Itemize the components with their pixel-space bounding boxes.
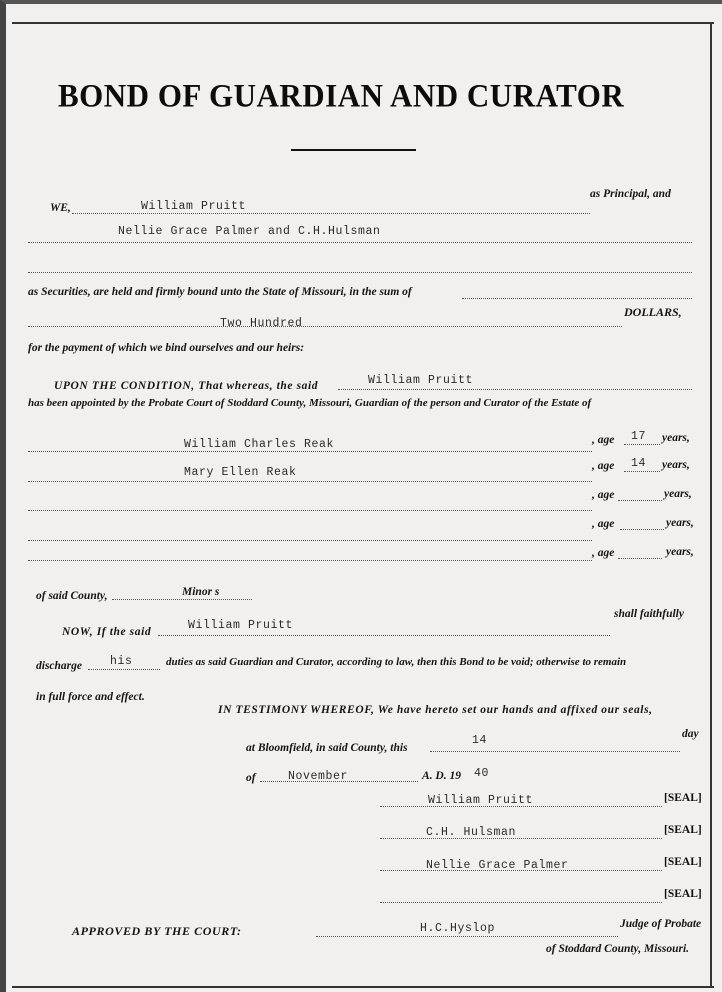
- age-label: , age: [592, 547, 615, 559]
- signature-line: [380, 838, 662, 839]
- of-label: of: [246, 772, 256, 784]
- minor-age: 14: [631, 457, 647, 470]
- we-label: WE,: [50, 202, 71, 214]
- county-court: of Stoddard County, Missouri.: [546, 943, 690, 955]
- age-label: , age: [592, 434, 615, 446]
- seal-label: [SEAL]: [664, 824, 702, 836]
- seal-label: [SEAL]: [664, 856, 702, 868]
- discharge-label: discharge: [36, 660, 82, 672]
- day-number: 14: [472, 734, 488, 747]
- signature-line: [380, 902, 662, 903]
- appointed-clause: has been appointed by the Probate Court of Stoddard County, Missouri, Guardian of the person and Curator of the Estate of: [28, 397, 592, 409]
- pronoun: his: [110, 655, 133, 668]
- age-line: [624, 444, 660, 445]
- minor-name-line: [28, 481, 592, 482]
- age-label: , age: [592, 460, 615, 472]
- years-label: years,: [666, 517, 694, 529]
- signature-name: William Pruitt: [428, 794, 534, 807]
- securities-line-1: [28, 242, 692, 243]
- judge-name: H.C.Hyslop: [420, 922, 496, 935]
- frame-bottom-border: [12, 986, 714, 988]
- now-name: William Pruitt: [188, 619, 294, 632]
- age-line: [624, 471, 660, 472]
- payment-clause: for the payment of which we bind ourselves and our heirs:: [28, 342, 305, 354]
- month: November: [288, 770, 349, 783]
- bloomfield-label: at Bloomfield, in said County, this: [246, 742, 408, 754]
- sum-line-2: [28, 326, 622, 327]
- dollars-label: DOLLARS,: [624, 305, 682, 319]
- as-principal-label: as Principal, and: [590, 188, 671, 200]
- faithfully-label: shall faithfully: [614, 608, 684, 620]
- pronoun-line: [88, 669, 160, 670]
- document-title: BOND OF GUARDIAN AND CURATOR: [58, 77, 625, 114]
- day-line: [430, 751, 680, 752]
- age-line: [620, 529, 664, 530]
- frame-right-border: [710, 22, 712, 988]
- securities-line-2: [28, 272, 692, 273]
- years-label: years,: [666, 546, 694, 558]
- ad-label: A. D. 19: [422, 770, 461, 782]
- minors-label: Minor s: [182, 586, 220, 598]
- minor-name: Mary Ellen Reak: [184, 466, 297, 479]
- sum-amount: Two Hundred: [220, 317, 303, 330]
- minor-age: 17: [631, 430, 647, 443]
- minor-name: William Charles Reak: [184, 438, 335, 451]
- signature-name: Nellie Grace Palmer: [426, 859, 569, 872]
- principal-line: [72, 213, 590, 214]
- years-label: years,: [662, 459, 690, 471]
- year-suffix: 40: [474, 767, 490, 780]
- day-label: day: [682, 728, 699, 740]
- principal-name: William Pruitt: [141, 200, 247, 213]
- minor-name-line: [28, 560, 592, 561]
- now-label: NOW, If the said: [62, 626, 152, 638]
- county-label: of said County,: [36, 590, 108, 602]
- minor-name-line: [28, 451, 592, 452]
- sum-line-1: [462, 298, 692, 299]
- approved-label: APPROVED BY THE COURT:: [72, 924, 242, 938]
- securities-names: Nellie Grace Palmer and C.H.Hulsman: [118, 225, 381, 238]
- age-line: [618, 500, 662, 501]
- years-label: years,: [662, 432, 690, 444]
- age-label: , age: [592, 489, 615, 501]
- title-underline: [291, 149, 416, 151]
- condition-clause: UPON THE CONDITION, That whereas, the said: [54, 380, 319, 392]
- securities-clause: as Securities, are held and firmly bound unto the State of Missouri, in the sum of: [28, 286, 412, 298]
- full-force: in full force and effect.: [36, 691, 145, 703]
- seal-label: [SEAL]: [664, 792, 702, 804]
- years-label: years,: [664, 488, 692, 500]
- minor-name-line: [28, 540, 592, 541]
- judge-label: Judge of Probate: [620, 918, 702, 930]
- signature-name: C.H. Hulsman: [426, 826, 517, 839]
- frame-top-border: [12, 22, 714, 24]
- age-label: , age: [592, 518, 615, 530]
- now-line: [158, 635, 610, 636]
- condition-line: [338, 389, 692, 390]
- age-line: [618, 558, 662, 559]
- condition-name: William Pruitt: [368, 374, 474, 387]
- minors-line: [112, 599, 252, 600]
- minor-name-line: [28, 510, 592, 511]
- judge-line: [316, 936, 618, 937]
- duties-clause: duties as said Guardian and Curator, according to law, then this Bond to be void; otherwise to remain: [166, 656, 627, 668]
- seal-label: [SEAL]: [664, 888, 702, 900]
- testimony-clause: IN TESTIMONY WHEREOF, We have hereto set our hands and affixed our seals,: [218, 704, 653, 716]
